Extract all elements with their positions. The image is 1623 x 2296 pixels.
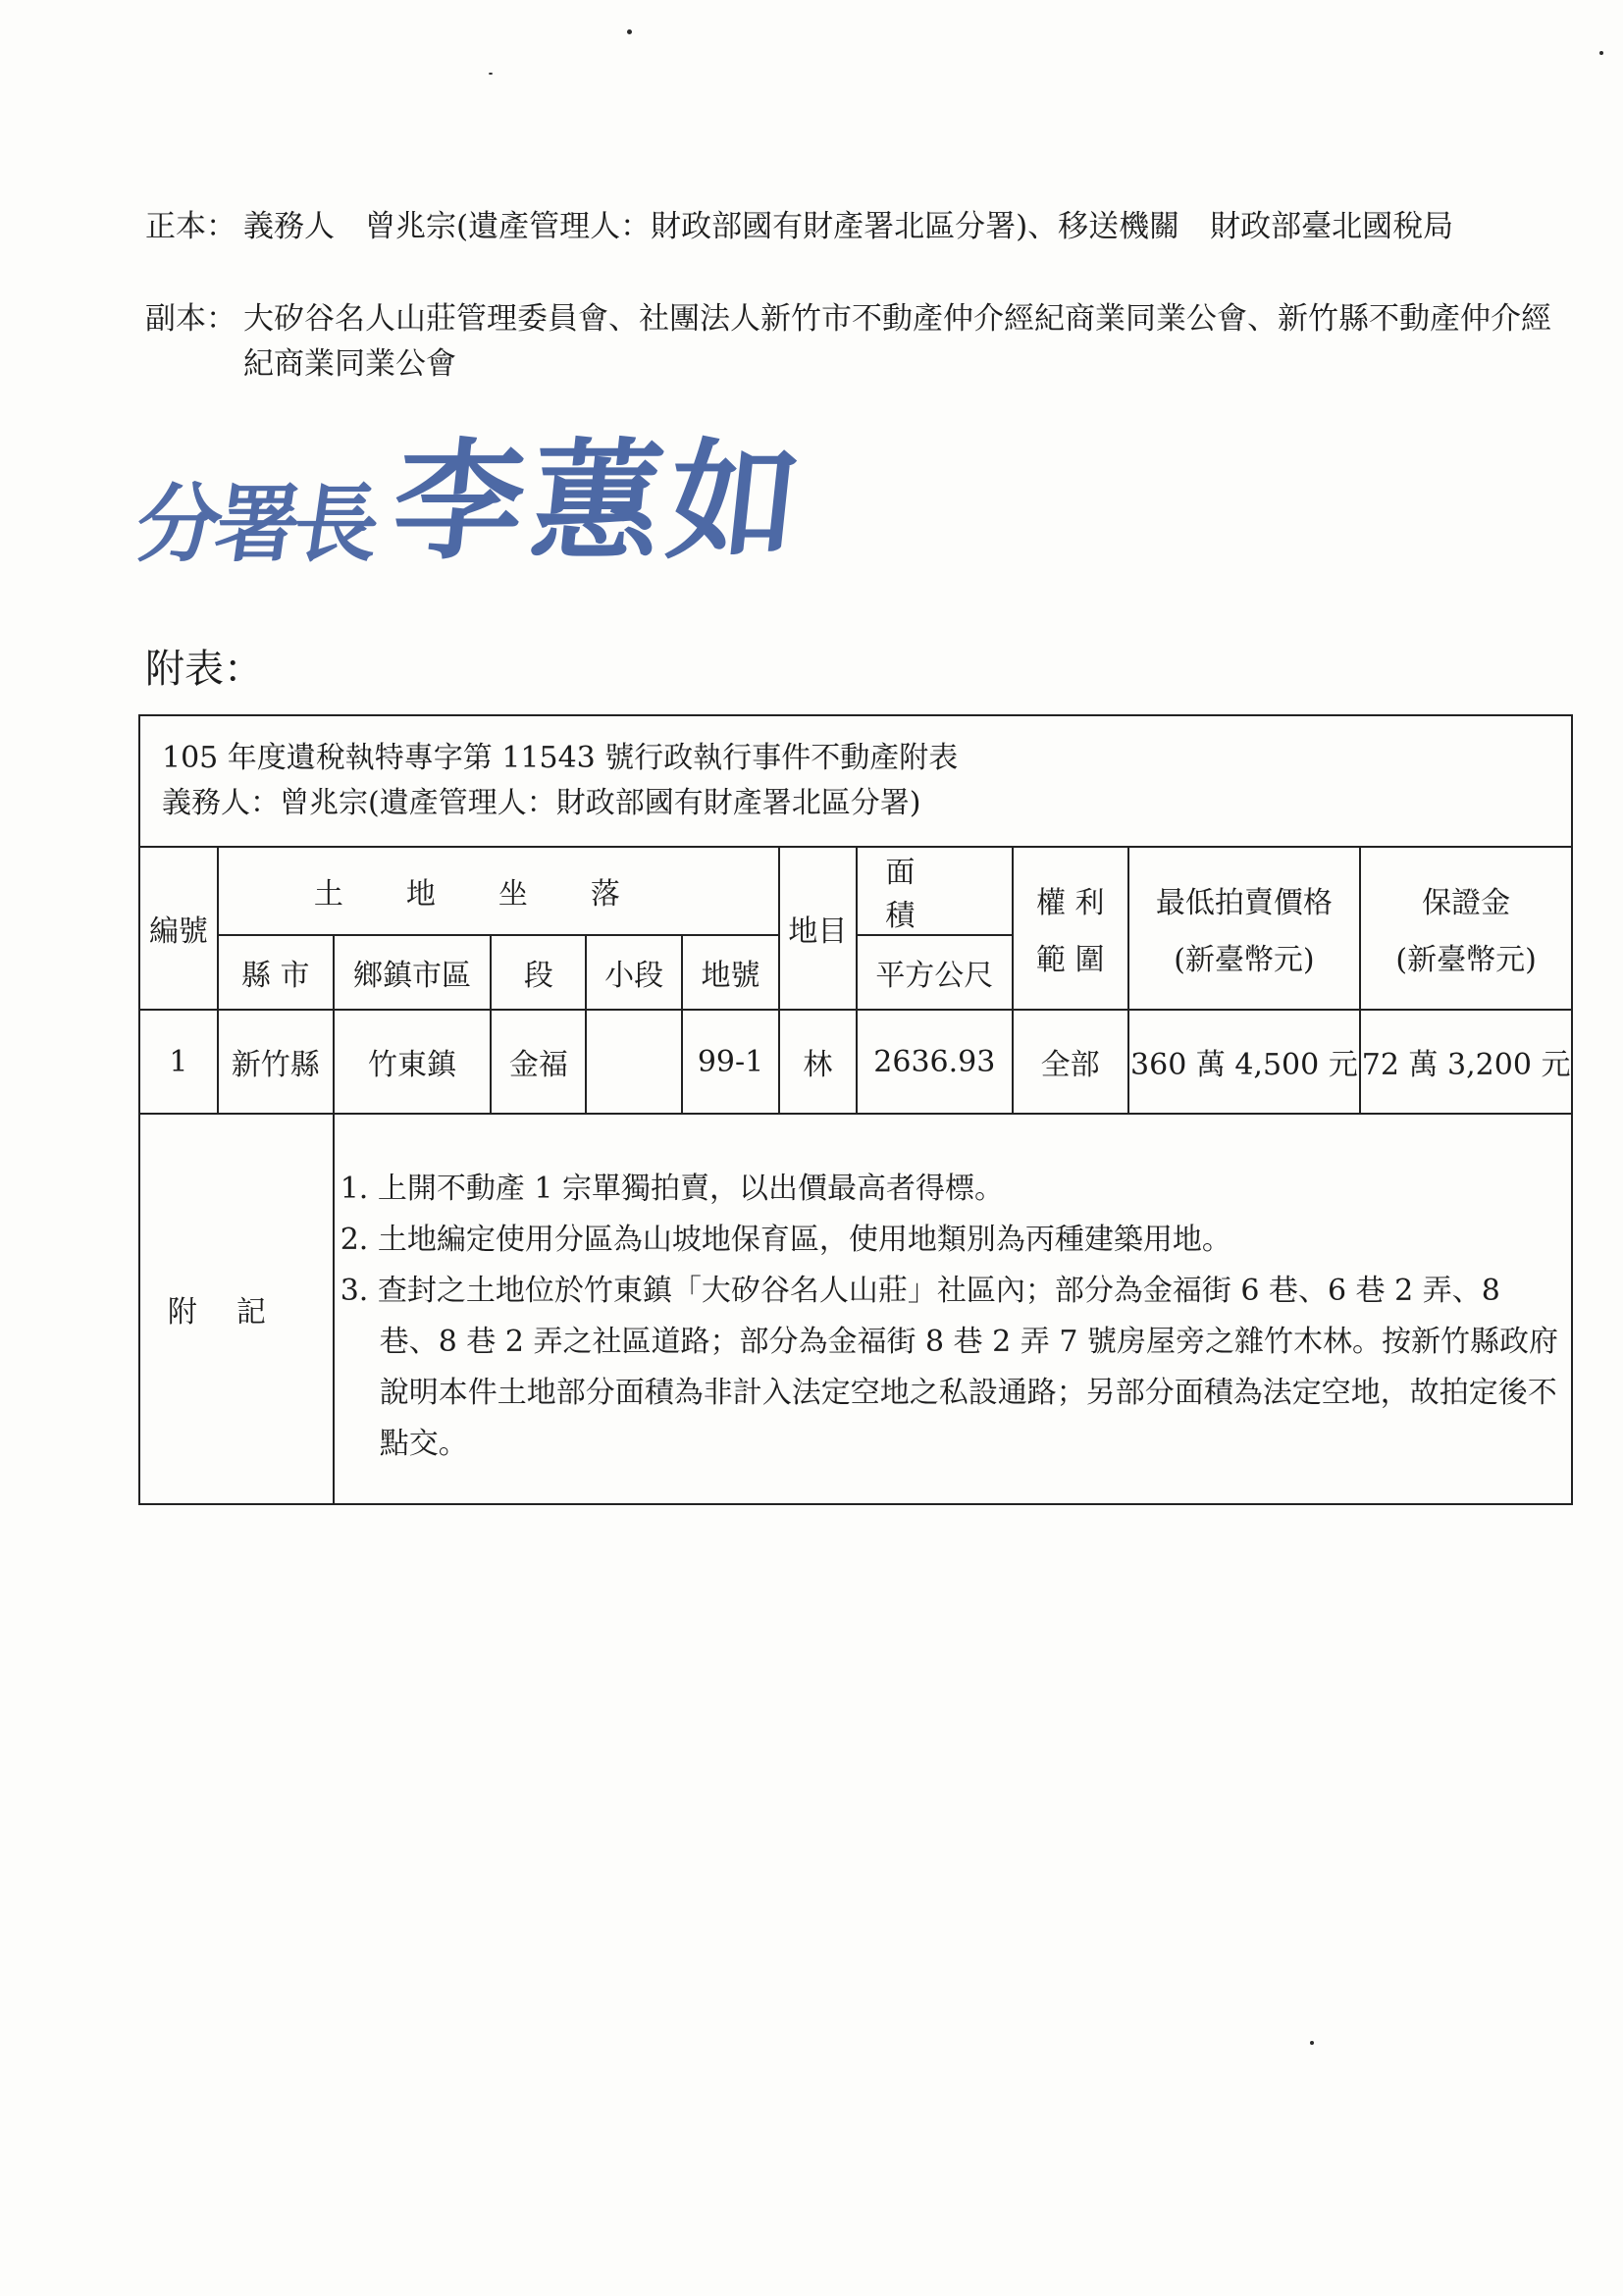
scan-speck xyxy=(1310,2041,1314,2045)
header-deposit xyxy=(1360,847,1572,1010)
cell-subsection xyxy=(586,1010,682,1114)
scan-speck xyxy=(1599,51,1603,55)
cc-label: 副本： xyxy=(145,301,236,337)
header-min-price-line1: 最低拍賣價格 xyxy=(1155,886,1333,920)
notes-cell xyxy=(334,1114,1572,1504)
cc-text: 大矽谷名人山莊管理委員會、社團法人新竹市不動產仲介經紀商業同業公會、新竹縣不動產仲介經紀商業同業公會 xyxy=(243,301,1551,382)
cell-land-category: 林 xyxy=(779,1010,857,1114)
annex-caption xyxy=(139,715,1572,847)
scan-speck xyxy=(489,73,493,75)
caption-line2: 義務人：曾兆宗(遺產管理人：財政部國有財產署北區分署) xyxy=(162,786,921,820)
cell-county: 新竹縣 xyxy=(218,1010,334,1114)
header-min-price-line2: (新臺幣元) xyxy=(1174,943,1315,977)
header-subsection: 小段 xyxy=(586,935,682,1010)
header-land-category: 地目 xyxy=(779,847,857,1010)
stamp-name: 李蕙如 xyxy=(386,426,815,578)
cell-section: 金福 xyxy=(491,1010,586,1114)
header-township: 鄉鎮市區 xyxy=(334,935,492,1010)
header-location: 土地坐落 xyxy=(218,847,779,935)
header-deposit-line2: (新臺幣元) xyxy=(1395,943,1537,977)
table-row xyxy=(139,1010,1572,1114)
header-rights-line1: 權 利 xyxy=(1035,886,1105,920)
director-stamp xyxy=(130,420,815,578)
cell-no: 1 xyxy=(139,1010,218,1114)
primary-text: 義務人 曾兆宗(遺產管理人：財政部國有財產署北區分署)、移送機關 財政部臺北國稅局 xyxy=(243,209,1454,244)
header-lot: 地號 xyxy=(682,935,779,1010)
header-deposit-line1: 保證金 xyxy=(1422,886,1511,920)
stamp-title: 分署長 xyxy=(130,475,381,574)
cell-rights: 全部 xyxy=(1013,1010,1128,1114)
cell-deposit: 72 萬 3,200 元 xyxy=(1360,1010,1572,1114)
cell-lot: 99-1 xyxy=(682,1010,779,1114)
cell-township: 竹東鎮 xyxy=(334,1010,492,1114)
note-item: 2. 土地編定使用分區為山坡地保育區，使用地類別為丙種建築用地。 xyxy=(340,1223,1231,1257)
header-rights-line2: 範 圍 xyxy=(1035,943,1105,977)
scan-speck xyxy=(627,29,632,34)
header-no: 編號 xyxy=(139,847,218,1010)
attachment-label: 附表： xyxy=(145,647,263,692)
notes-row xyxy=(139,1114,1572,1504)
header-county: 縣 市 xyxy=(218,935,334,1010)
cell-area: 2636.93 xyxy=(857,1010,1013,1114)
primary-label: 正本： xyxy=(145,209,236,244)
cell-min-price: 360 萬 4,500 元 xyxy=(1128,1010,1361,1114)
annex-table xyxy=(138,714,1573,1505)
primary-recipients xyxy=(145,204,1558,249)
cc-recipients xyxy=(145,296,1558,387)
header-area: 面積 xyxy=(857,847,1013,935)
header-area-unit: 平方公尺 xyxy=(857,935,1013,1010)
header-rights xyxy=(1013,847,1128,1010)
header-min-price xyxy=(1128,847,1361,1010)
caption-line1: 105 年度遺稅執特專字第 11543 號行政執行事件不動產附表 xyxy=(162,741,959,775)
note-item: 3. 查封之土地位於竹東鎮「大矽谷名人山莊」社區內；部分為金福街 6 巷、6 巷 2 弄、8 巷、8 巷 2 弄之社區道路；部分為金福街 8 巷 2 弄 7 號房屋旁之雜竹木林。按新竹縣政府說明本件土地部分面積為非計入法定空地之私設通路；另部分面積為法定空地，故拍定後不點交。 xyxy=(340,1274,1558,1461)
header-section: 段 xyxy=(491,935,586,1010)
note-item: 1. 上開不動產 1 宗單獨拍賣，以出價最高者得標。 xyxy=(340,1172,1005,1206)
notes-label: 附記 xyxy=(139,1114,334,1504)
